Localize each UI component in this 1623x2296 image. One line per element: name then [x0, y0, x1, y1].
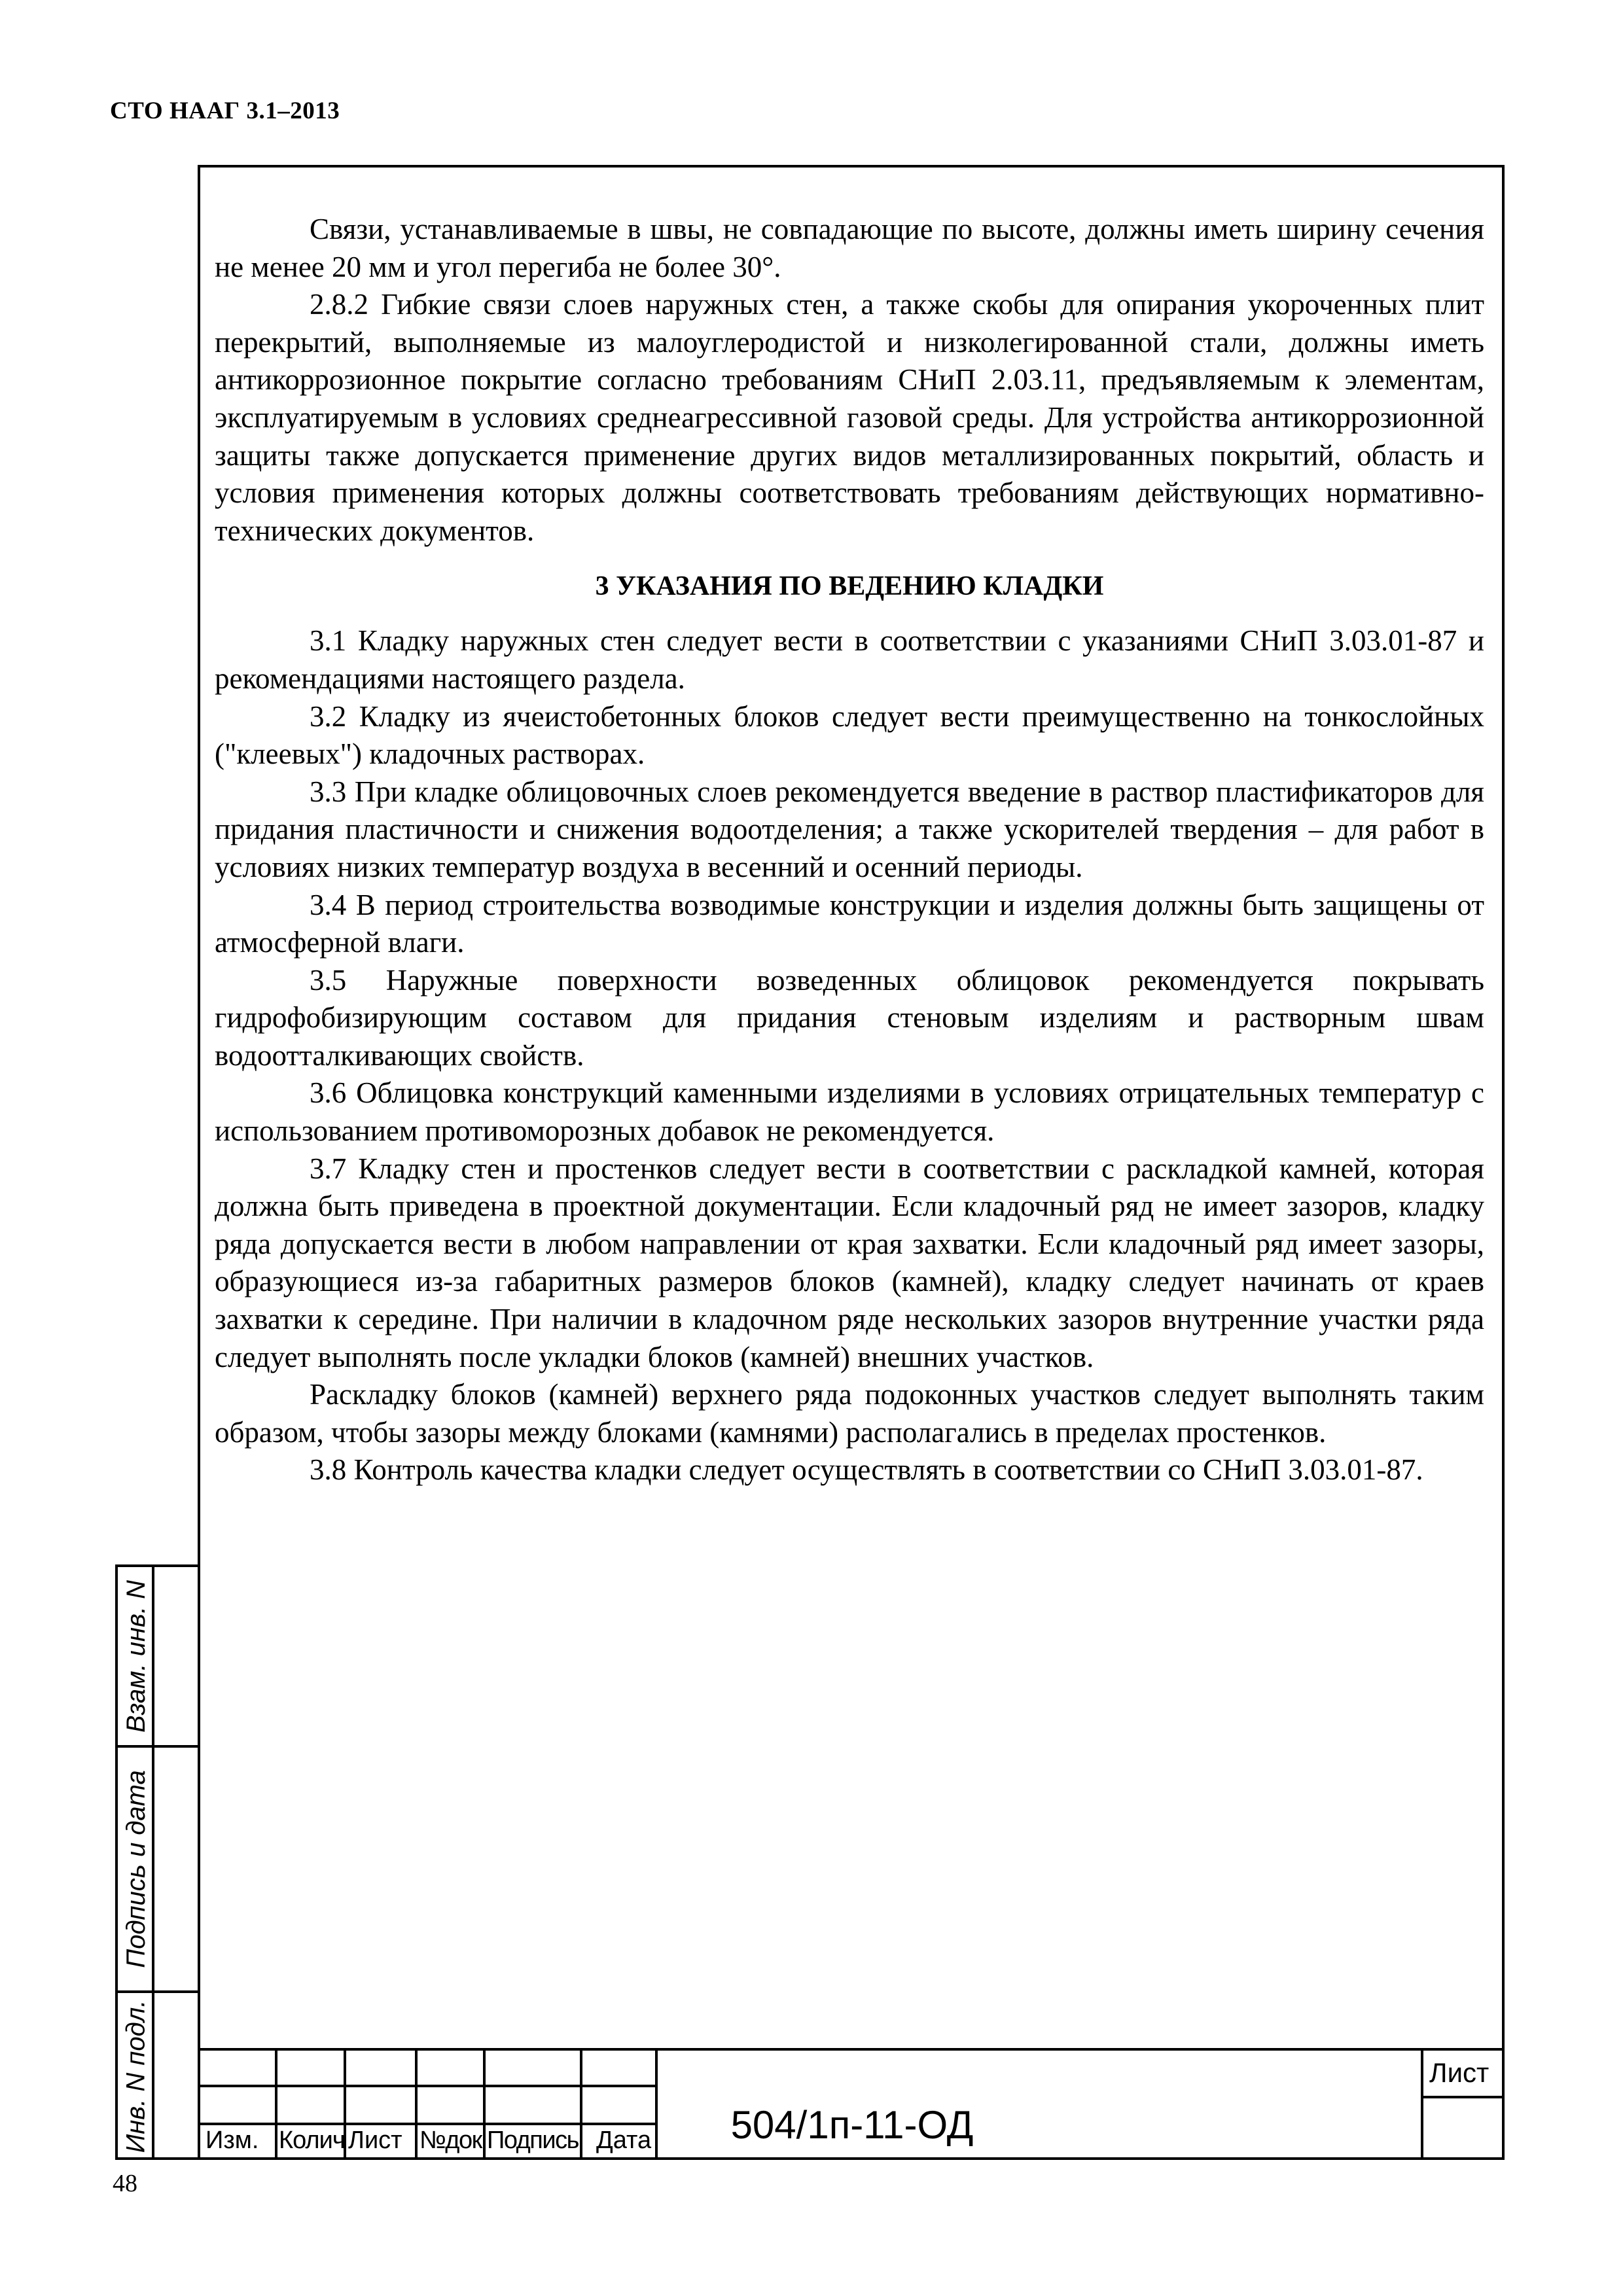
column-label-revision: Изм.: [205, 2127, 259, 2154]
paragraph-3-7: 3.7 Кладку стен и простенков следует вести в соответствии с раскладкой камней, которая должна быть приведена в проектной документации. Если кладочный ряд не имеет зазоров, кладку ряда допускается вести в любом направлении от края захватки. Если кладочный ряд имеет зазоры, образующиеся из-за габаритных размеров блоков (камней), кладку следует начинать от краев захватки к середине. При наличии в кладочном ряде нескольких зазоров внутренние участки ряда следует выполнять после укладки блоков (камней) внешних участков.: [215, 1152, 1484, 1373]
side-stamp: [115, 1564, 198, 2160]
document-body: [215, 211, 1484, 1489]
title-block-column-line: [1421, 2048, 1423, 2160]
paragraph-3-5: 3.5 Наружные поверхности возведенных облицовок рекомендуется покрывать гидрофобизирующим составом для придания стеновым изделиям и растворным швам водоотталкивающих свойств.: [215, 963, 1484, 1072]
column-label-sheet: Лист: [348, 2127, 402, 2154]
sheet-label: Лист: [1429, 2057, 1489, 2088]
paragraph-3-4: 3.4 В период строительства возводимые конструкции и изделия должны быть защищены от атмосферной влаги.: [215, 888, 1484, 959]
column-label-signature: Подпись: [487, 2127, 579, 2154]
original-inventory-cell: [118, 1993, 154, 2160]
column-label-doc-number: №док: [419, 2127, 482, 2154]
replaces-inventory-label: Взам. инв. N: [121, 1580, 151, 1733]
title-block-column-line: [580, 2048, 582, 2160]
title-block-row-line: [198, 2085, 658, 2087]
replaces-inventory-cell: [118, 1567, 154, 1745]
sheet-cell-line: [1421, 2096, 1505, 2098]
title-block-column-line: [483, 2048, 486, 2160]
page-number: 48: [113, 2170, 137, 2197]
paragraph-2-8-2: 2.8.2 Гибкие связи слоев наружных стен, а также скобы для опирания укороченных плит перекрытий, выполняемые из малоуглеродистой и низколегированной стали, должны иметь антикоррозионное покрытие согласно требованиям СНиП 2.03.11, предъявляемым к элементам, эксплуатируемым в условиях среднеагрессивной газовой среды. Для устройства антикоррозионной защиты также допускается применение других видов металлизированных покрытий, область и условия применения которых должны соответствовать требованиям действующих нормативно-технических документов.: [215, 288, 1484, 547]
section-heading: 3 УКАЗАНИЯ ПО ВЕДЕНИЮ КЛАДКИ: [595, 571, 1104, 602]
column-label-date: Дата: [596, 2127, 652, 2154]
title-block-column-line: [275, 2048, 277, 2160]
paragraph-3-1: 3.1 Кладку наружных стен следует вести в соответствии с указаниями СНиП 3.03.01-87 и рекомендациями настоящего раздела.: [215, 624, 1484, 695]
original-inventory-label: Инв. N подл.: [121, 2000, 151, 2153]
column-label-quantity: Колич: [279, 2127, 345, 2154]
document-code: 504/1п-11-ОД: [730, 2103, 974, 2147]
paragraph-3-2: 3.2 Кладку из ячеистобетонных блоков следует вести преимущественно на тонкослойных ("клеевых") кладочных растворах.: [215, 699, 1484, 771]
paragraph-3-8: 3.8 Контроль качества кладки следует осуществлять в соответствии со СНиП 3.03.01-87.: [310, 1453, 1423, 1487]
standard-code: СТО НААГ 3.1–2013: [110, 97, 340, 124]
paragraph-3-6: 3.6 Облицовка конструкций каменными изделиями в условиях отрицательных температур с использованием противоморозных добавок не рекомендуется.: [215, 1076, 1484, 1148]
title-block-column-line: [415, 2048, 418, 2160]
paragraph: Связи, устанавливаемые в швы, не совпадающие по высоте, должны иметь ширину сечения не менее 20 мм и угол перегиба не более 30°.: [215, 213, 1484, 283]
title-block-row-line: [198, 2123, 658, 2125]
paragraph-3-3: 3.3 При кладке облицовочных слоев рекомендуется введение в раствор пластификаторов для придания пластичности и снижения водоотделения; а также ускорителей твердения – для работ в условиях низких температур воздуха в весенний и осенний периоды.: [215, 775, 1484, 883]
signature-date-label: Подпись и дата: [121, 1770, 151, 1968]
title-block: [198, 2048, 1505, 2160]
signature-date-cell: [118, 1748, 154, 1990]
paragraph-3-7-continued: Раскладку блоков (камней) верхнего ряда подоконных участков следует выполнять таким образом, чтобы зазоры между блоками (камнями) располагались в пределах простенков.: [215, 1378, 1484, 1449]
title-block-column-line: [655, 2048, 658, 2160]
title-block-top-border: [198, 2048, 1505, 2051]
